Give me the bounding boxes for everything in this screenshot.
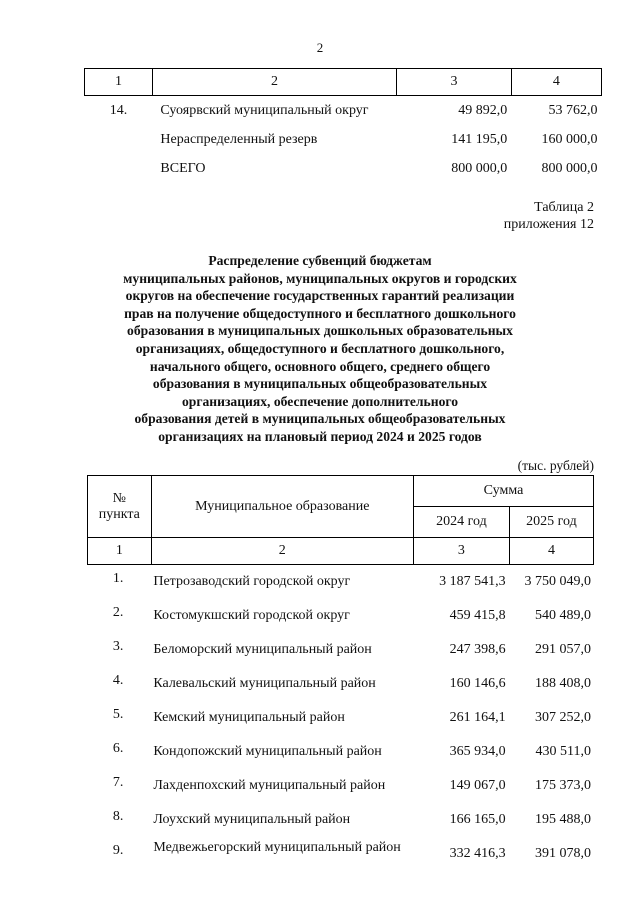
table-reference [504,199,594,233]
row-value-2024: 365 934,0 [449,744,506,759]
header-cell: 1 [85,69,153,96]
row-value-2024: 332 416,3 [449,846,506,861]
table-row [85,154,602,183]
table-row [87,633,594,667]
row-number: 8. [112,809,124,824]
index-cell: 3 [413,538,509,565]
row-value-3: 141 195,0 [451,131,508,147]
row-value-2024: 459 415,8 [449,608,506,623]
table-row [87,837,594,888]
document-title [100,252,540,446]
main-table-body [87,565,594,888]
index-cell: 4 [509,538,593,565]
row-value-2025: 391 078,0 [535,846,591,861]
row-value-2024: 166 165,0 [449,812,506,827]
row-value-4: 160 000,0 [541,131,598,147]
table-row [87,701,594,735]
header-2025-col: 2025 год [509,507,593,538]
row-number: 1. [112,571,124,586]
index-cell: 1 [88,538,152,565]
table-row [87,769,594,803]
row-number: 5. [112,707,124,722]
row-value-2025: 175 373,0 [535,778,591,793]
title-line: организациях на плановый период 2024 и 2025 годов [158,428,482,444]
row-number: 9. [112,843,124,858]
continuation-header-row [85,69,602,96]
header-2024-col: 2024 год [413,507,509,538]
header-number-col: № пункта [88,476,152,538]
row-name: Кондопожский муниципальный район [153,744,382,759]
table-row [87,565,594,599]
index-cell: 2 [151,538,413,565]
title-line: прав на получение общедоступного и бесплатного дошкольного [124,305,516,321]
row-value-3: 800 000,0 [451,160,508,176]
row-name: Костомукшский городской округ [153,608,350,623]
row-number: 3. [112,639,124,654]
main-table-header [87,475,594,565]
row-name: Лахденпохский муниципальный район [153,778,386,793]
row-value-2025: 540 489,0 [535,608,591,623]
units-note: (тыс. рублей) [517,458,594,473]
row-value-2025: 307 252,0 [535,710,591,725]
row-number [85,125,153,154]
row-name: Петрозаводский городской округ [153,574,351,589]
row-value-2025: 430 511,0 [535,744,591,759]
title-line: округов на обеспечение государственных гарантий реализации [125,288,515,304]
row-number: 2. [112,605,124,620]
header-sum-col: Сумма [413,476,593,507]
row-name: Беломорский муниципальный район [153,642,372,657]
header-cell: 2 [152,69,396,96]
table-row [87,803,594,837]
row-number [85,154,153,183]
title-line: Распределение субвенций бюджетам [208,253,432,268]
row-value-4: 53 762,0 [548,102,598,118]
row-number: 7. [112,775,124,790]
row-value-2025: 3 750 049,0 [524,574,591,589]
title-line: образования в муниципальных дошкольных образовательных [127,323,513,339]
table-row [85,125,602,154]
table-reference-line: Таблица 2 [534,200,594,215]
row-number: 4. [112,673,124,688]
table-row [85,96,602,126]
row-value-2024: 261 164,1 [449,710,506,725]
row-value-2025: 188 408,0 [535,676,591,691]
row-value-2024: 3 187 541,3 [439,574,506,589]
page-number: 2 [316,40,324,55]
row-name: Кемский муниципальный район [153,710,345,725]
row-value-2025: 195 488,0 [535,812,591,827]
table-reference-line: приложения 12 [503,217,594,232]
row-number: 14. [109,102,128,118]
title-line: начального общего, основного общего, среднего общего [149,358,491,374]
row-value-2025: 291 057,0 [535,642,591,657]
table-row [87,599,594,633]
table-row [87,667,594,701]
index-row [88,538,594,565]
row-name: Нераспределенный резерв [160,131,318,147]
row-value-3: 49 892,0 [458,102,508,118]
row-name: ВСЕГО [160,160,206,176]
header-name-col: Муниципальное образование [151,476,413,538]
row-name: Суоярвский муниципальный округ [160,102,369,118]
row-value-2024: 247 398,6 [449,642,506,657]
title-line: образования детей в муниципальных общеобразовательных [134,411,506,427]
row-value-4: 800 000,0 [541,160,598,176]
row-value-2024: 160 146,6 [449,676,506,691]
row-value-2024: 149 067,0 [449,778,506,793]
row-name: Медвежьегорский муниципальный район [153,840,401,855]
title-line: организациях, общедоступного и бесплатного дошкольного, [135,340,505,356]
title-line: муниципальных районов, муниципальных округов и городских [123,270,517,286]
continuation-table [84,68,602,183]
header-cell: 4 [511,69,601,96]
header-cell: 3 [397,69,512,96]
table-row [87,735,594,769]
title-line: организациях, обеспечение дополнительного [181,393,459,409]
row-number: 6. [112,741,124,756]
row-name: Калевальский муниципальный район [153,676,376,691]
title-line: образования в муниципальных общеобразовательных [152,376,488,392]
row-name: Лоухский муниципальный район [153,812,351,827]
